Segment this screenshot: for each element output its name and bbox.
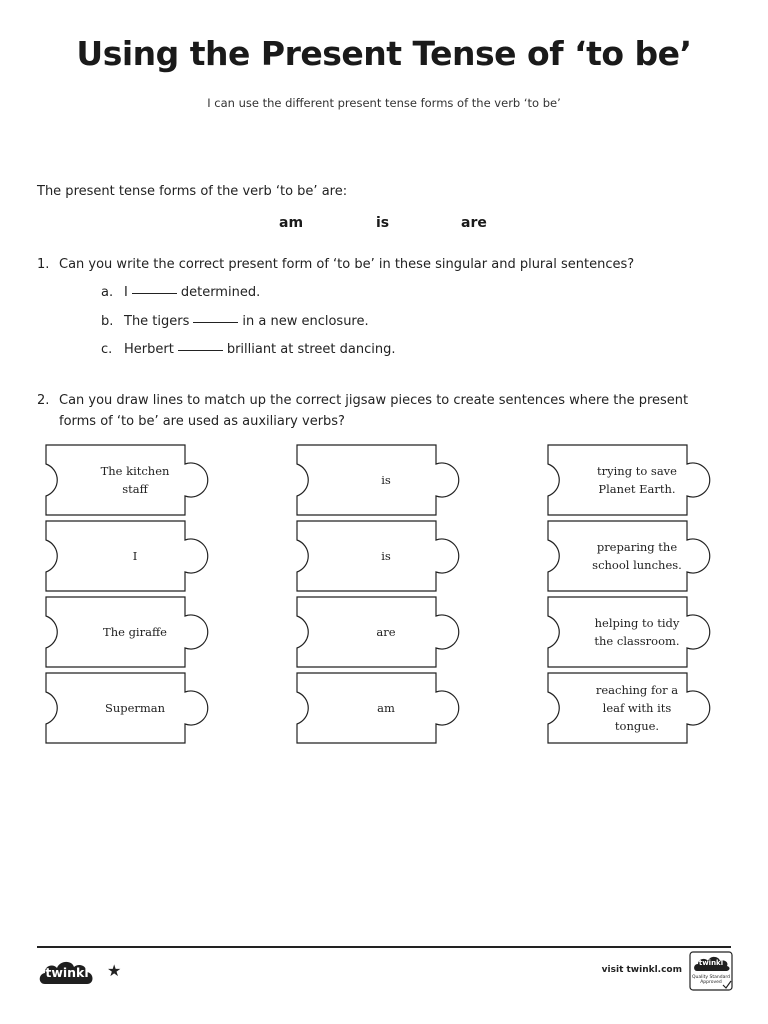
question-1-item-c <box>101 342 395 357</box>
item-before: I <box>124 285 128 300</box>
question-1-item-b <box>101 314 369 329</box>
verb-form-am: am <box>279 215 304 231</box>
jigsaw-piece-subject[interactable] <box>45 520 225 592</box>
jigsaw-piece-text: preparing the school lunches. <box>592 540 682 572</box>
jigsaw-piece-text: am <box>377 701 395 715</box>
footer-divider <box>37 946 731 948</box>
answer-blank[interactable] <box>178 349 223 351</box>
twinkl-logo <box>37 956 97 988</box>
question-1-item-a <box>101 285 260 300</box>
jigsaw-piece-ending[interactable] <box>547 444 727 516</box>
verb-forms <box>0 215 768 235</box>
verb-form-are: are <box>461 215 487 231</box>
item-letter: a. <box>101 285 114 300</box>
answer-blank[interactable] <box>132 292 177 294</box>
verb-form-is: is <box>376 215 390 231</box>
question-1-text: Can you write the correct present form of ‘to be’ in these singular and plural sentences? <box>59 257 635 272</box>
question-2 <box>37 393 688 408</box>
jigsaw-piece-text: is <box>381 549 391 563</box>
question-2-text: Can you draw lines to match up the correct jigsaw pieces to create sentences where the present <box>59 393 689 408</box>
jigsaw-piece-subject[interactable] <box>45 672 225 744</box>
jigsaw-piece-verb[interactable] <box>296 520 476 592</box>
jigsaw-piece-text: The kitchen staff <box>100 464 170 496</box>
question-1-number: 1. <box>37 257 50 272</box>
answer-blank[interactable] <box>193 321 238 323</box>
jigsaw-piece-verb[interactable] <box>296 672 476 744</box>
jigsaw-piece-text: is <box>381 473 391 487</box>
item-letter: b. <box>101 314 114 329</box>
jigsaw-piece-ending[interactable] <box>547 596 727 668</box>
intro-text: The present tense forms of the verb ‘to be’ are: <box>37 184 348 199</box>
star-icon: ★ <box>107 961 122 980</box>
jigsaw-piece-text: are <box>376 625 396 639</box>
question-1 <box>37 257 634 272</box>
jigsaw-piece-subject[interactable] <box>45 596 225 668</box>
item-letter: c. <box>101 342 113 357</box>
item-after: in a new enclosure. <box>242 314 369 329</box>
item-after: determined. <box>180 285 261 300</box>
jigsaw-piece-subject[interactable] <box>45 444 225 516</box>
jigsaw-piece-text: The giraffe <box>103 625 167 639</box>
jigsaw-piece-text: helping to tidy the classroom. <box>594 616 680 648</box>
jigsaw-piece-text: I <box>132 549 138 563</box>
jigsaw-piece-ending[interactable] <box>547 672 727 744</box>
learning-objective: I can use the different present tense forms of the verb ‘to be’ <box>207 96 561 110</box>
jigsaw-piece-text: trying to save Planet Earth. <box>597 464 677 496</box>
jigsaw-piece-verb[interactable] <box>296 444 476 516</box>
item-before: Herbert <box>124 342 174 357</box>
item-before: The tigers <box>124 314 190 329</box>
jigsaw-piece-verb[interactable] <box>296 596 476 668</box>
page-title: Using the Present Tense of ‘to be’ <box>76 34 692 73</box>
visit-link[interactable]: visit twinkl.com <box>601 965 682 975</box>
jigsaw-piece-text: Superman <box>104 701 166 715</box>
quality-badge <box>689 951 733 991</box>
item-after: brilliant at street dancing. <box>226 342 396 357</box>
badge-name: twinkl <box>698 959 724 967</box>
jigsaw-piece-text: reaching for a leaf with its tongue. <box>595 683 679 733</box>
badge-icon <box>689 951 733 991</box>
logo-text: twinkl <box>45 964 89 980</box>
jigsaw-piece-ending[interactable] <box>547 520 727 592</box>
question-2-text-continued: forms of ‘to be’ are used as auxiliary verbs? <box>59 414 345 429</box>
question-2-number: 2. <box>37 393 50 408</box>
badge-caption: Quality Standard Approved <box>692 975 730 985</box>
